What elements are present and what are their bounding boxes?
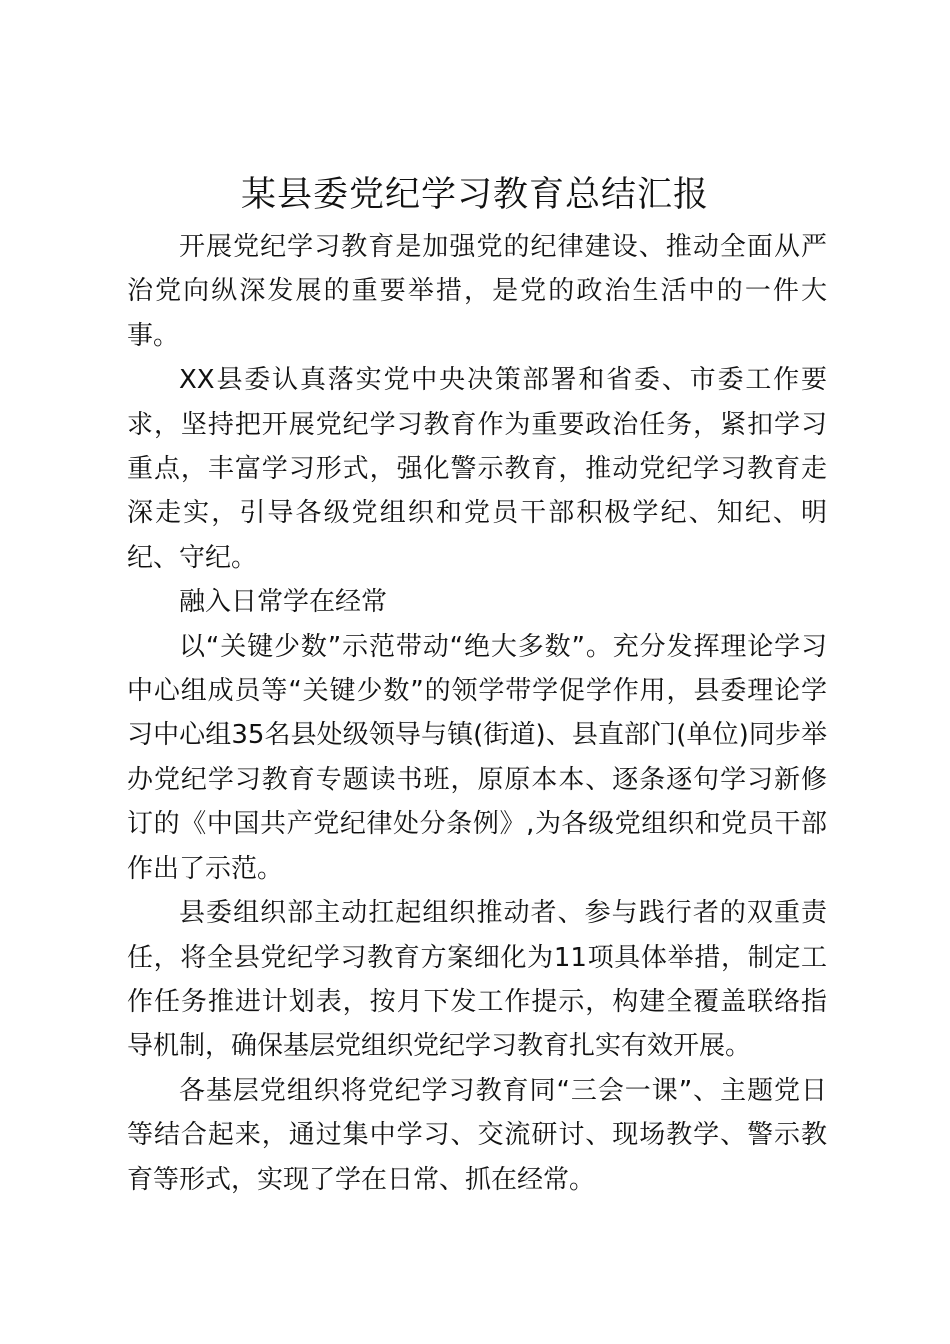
paragraph-grassroots: 各基层党组织将党纪学习教育同“三会一课”、主题党日等结合起来，通过集中学习、交流研讨、现场教学、警示教育等形式，实现了学在日常、抓在经常。 <box>127 1075 827 1195</box>
document-title: 某县委党纪学习教育总结汇报 <box>240 175 709 215</box>
paragraph-organization-dept: 县委组织部主动扛起组织推动者、参与践行者的双重责任，将全县党纪学习教育方案细化为11项具体举措，制定工作任务推进计划表，按月下发工作提示，构建全覆盖联络指导机制，确保基层党组织党纪学习教育扎实有效开展。 <box>127 898 827 1062</box>
paragraph-intro: 开展党纪学习教育是加强党的纪律建设、推动全面从严治党向纵深发展的重要举措，是党的政治生活中的一件大事。 <box>127 232 827 351</box>
paragraph-overview: XX县委认真落实党中央决策部署和省委、市委工作要求，坚持把开展党纪学习教育作为重要政治任务，紧扣学习重点，丰富学习形式，强化警示教育，推动党纪学习教育走深走实，引导各级党组织和党员干部积极学纪、知纪、明纪、守纪。 <box>127 365 827 573</box>
section-heading: 融入日常学在经常 <box>179 587 388 618</box>
paragraph-key-minority: 以“关键少数”示范带动“绝大多数”。充分发挥理论学习中心组成员等“关键少数”的领学带学促学作用，县委理论学习中心组35名县处级领导与镇(街道)、县直部门(单位)同步举办党纪学习教育专题读书班，原原本本、逐条逐句学习新修订的《中国共产党纪律处分条例》,为各级党组织和党员干部作出了示范。 <box>127 631 827 884</box>
document-body <box>127 225 827 1202</box>
